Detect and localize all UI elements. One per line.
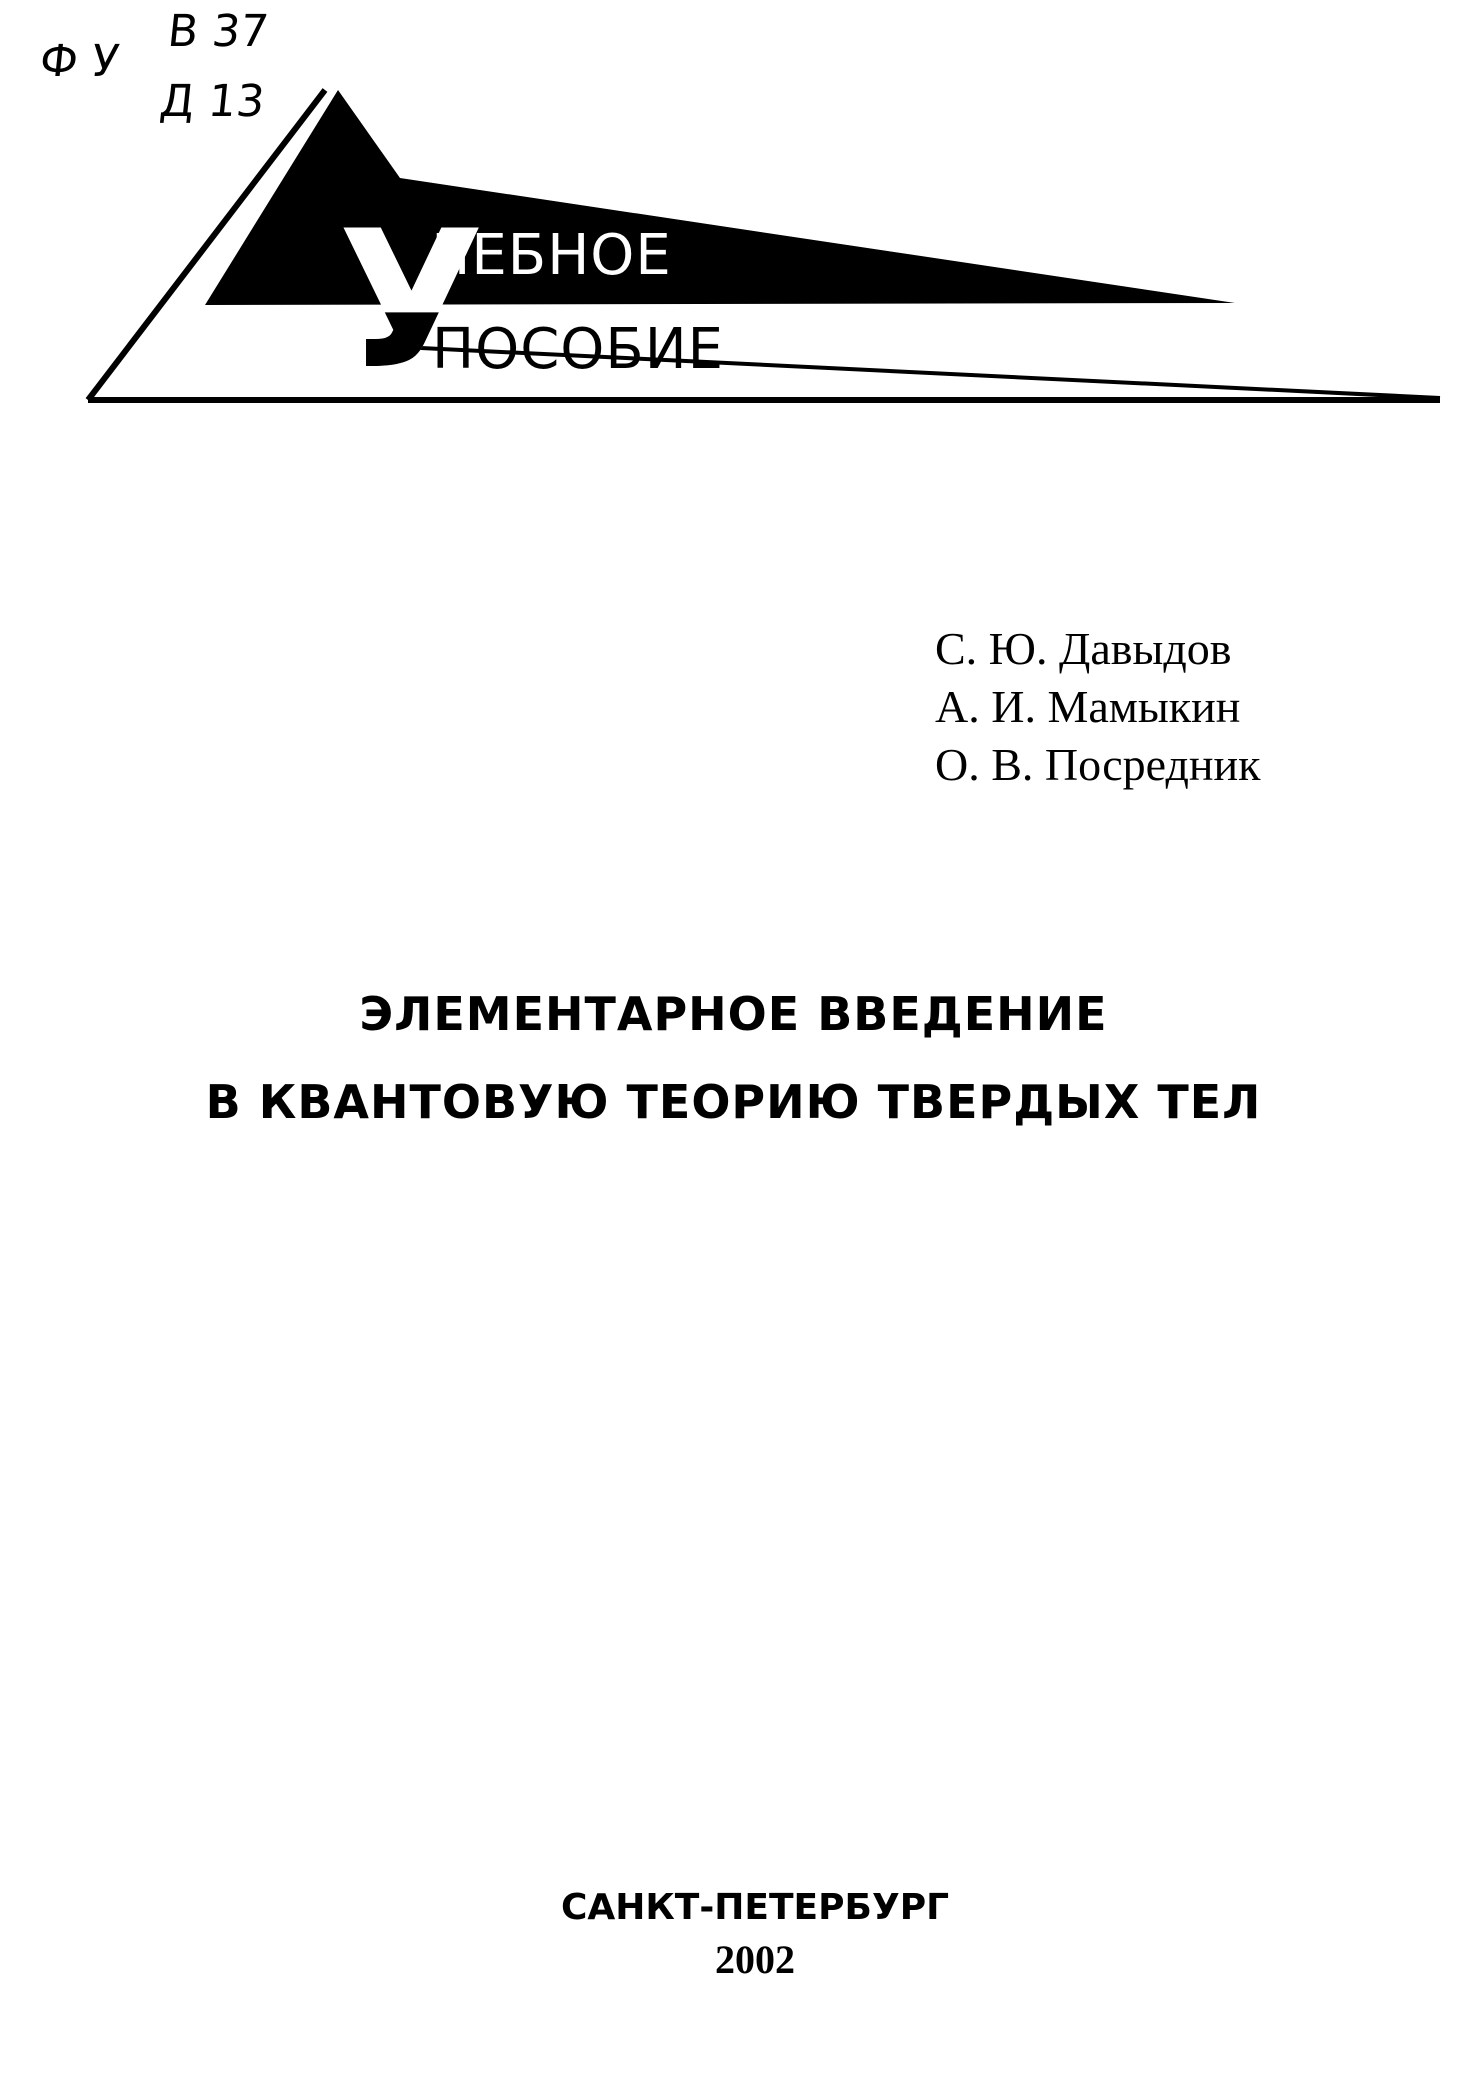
logo-triangle-graphic (0, 60, 1467, 440)
author-name: О. В. Посредник (935, 739, 1261, 790)
author-list (935, 620, 1260, 794)
handwritten-code-top: В 37 (165, 6, 271, 57)
book-title-line1: ЭЛЕМЕНТАРНОЕ ВВЕДЕНИЕ (359, 987, 1108, 1041)
handwritten-code-left: Ф У (37, 36, 122, 87)
author-name: А. И. Мамыкин (935, 681, 1241, 732)
publication-year: 2002 (715, 1937, 795, 1982)
book-title-line2: В КВАНТОВУЮ ТЕОРИЮ ТВЕРДЫХ ТЕЛ (205, 1075, 1262, 1129)
author-name: С. Ю. Давыдов (935, 623, 1232, 674)
logo-text-line2: ПОСОБИЕ (432, 317, 725, 382)
publication-city: САНКТ-ПЕТЕРБУРГ (560, 1887, 950, 1928)
logo-text-line1: ЧЕБНОЕ (432, 223, 672, 288)
book-title (0, 970, 1467, 1146)
logo-initial-letter: У (338, 190, 485, 411)
handwritten-code-bottom: Д 13 (157, 76, 268, 127)
